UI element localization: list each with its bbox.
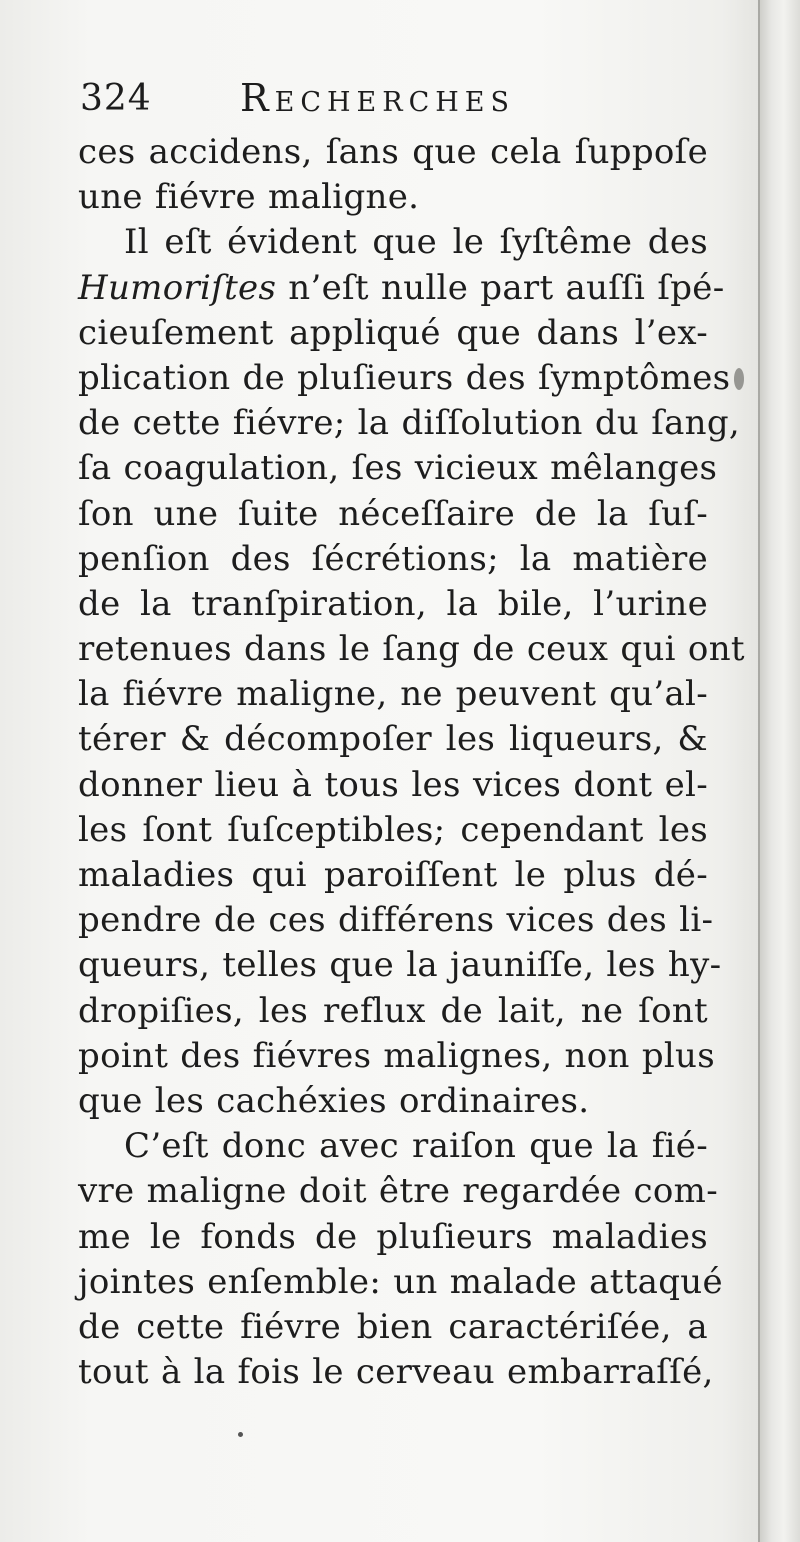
line-text: de la tranſpiration, la bile, l’urine (78, 583, 708, 624)
line-text: n’eſt nulle part auſſi ſpé- (276, 267, 725, 308)
text-line (78, 492, 708, 537)
line-text: térer & décompoſer les liqueurs, & (78, 719, 708, 760)
line-text: C’eſt donc avec raiſon que la fié- (124, 1126, 708, 1167)
line-text: tout à la fois le cerveau embarraſſé, (78, 1352, 714, 1393)
text-line (78, 537, 708, 582)
text-line (78, 1034, 715, 1079)
text-line (78, 943, 722, 988)
text-line (78, 1169, 719, 1214)
page-header (80, 72, 720, 124)
line-text: que les cachéxies ordinaires. (78, 1080, 590, 1121)
line-text: plication de pluſieurs des ſymptômes (78, 357, 731, 398)
line-text: de cette fiévre; la diſſolution du ſang, (78, 403, 741, 444)
line-text: donner lieu à tous les vices dont el- (78, 764, 708, 805)
text-line (78, 311, 708, 356)
text-line (78, 582, 708, 627)
line-text: les ſont ſuſceptibles; cependant les (78, 809, 708, 850)
line-text: une fiévre maligne. (78, 177, 420, 218)
body-text (78, 130, 745, 1395)
ink-spot (734, 368, 744, 390)
text-line (78, 356, 731, 401)
text-line (78, 220, 708, 265)
line-text: de cette fiévre bien caractériſée, a (78, 1306, 708, 1347)
text-line (78, 266, 725, 311)
line-text: ces accidens, ſans que cela ſuppoſe (78, 132, 708, 172)
line-text: jointes enſemble: un malade attaqué (78, 1261, 723, 1302)
line-text: ſa coagulation, ſes vicieux mêlanges (78, 448, 718, 489)
line-text: Il eſt évident que le ſyſtême des (124, 222, 708, 263)
text-line (78, 672, 708, 717)
italic-term: Humoriſtes (78, 267, 277, 308)
line-text: retenues dans le ſang de ceux qui ont (78, 629, 745, 670)
text-line (78, 1079, 708, 1124)
line-text: me le fonds de pluſieurs maladies (78, 1216, 708, 1257)
line-text: vre maligne doit être regardée com- (78, 1171, 719, 1212)
text-line (78, 1350, 714, 1395)
text-line (78, 853, 708, 898)
running-head: Recherches (240, 76, 515, 120)
text-line (78, 1124, 708, 1169)
text-line (78, 989, 708, 1034)
text-line (78, 717, 708, 762)
line-text: pendre de ces différens vices des li- (78, 900, 714, 941)
line-text: queurs, telles que la jauniſſe, les hy- (78, 945, 722, 986)
page-edge (758, 0, 800, 1542)
text-line (78, 1305, 708, 1350)
text-line (78, 808, 708, 853)
line-text: dropiſies, les reflux de lait, ne ſont (78, 990, 708, 1031)
page-number: 324 (80, 78, 152, 119)
text-line (78, 401, 741, 446)
text-line (78, 627, 745, 672)
text-line (78, 175, 708, 220)
line-text: la fiévre maligne, ne peuvent qu’al- (78, 674, 708, 715)
text-line (78, 763, 708, 808)
line-text: point des fiévres malignes, non plus (78, 1035, 715, 1076)
line-text: cieuſement appliqué que dans l’ex- (78, 312, 708, 353)
line-text: ſon une ſuite néceſſaire de la ſuſ- (78, 493, 708, 534)
text-line (78, 446, 718, 491)
ink-dot (238, 1432, 243, 1437)
text-line (78, 1215, 708, 1260)
text-line (78, 898, 714, 943)
line-text: penſion des ſécrétions; la matière (78, 538, 708, 579)
line-text: maladies qui paroiſſent le plus dé- (78, 855, 708, 895)
text-line (78, 1260, 723, 1305)
text-line (78, 130, 708, 175)
